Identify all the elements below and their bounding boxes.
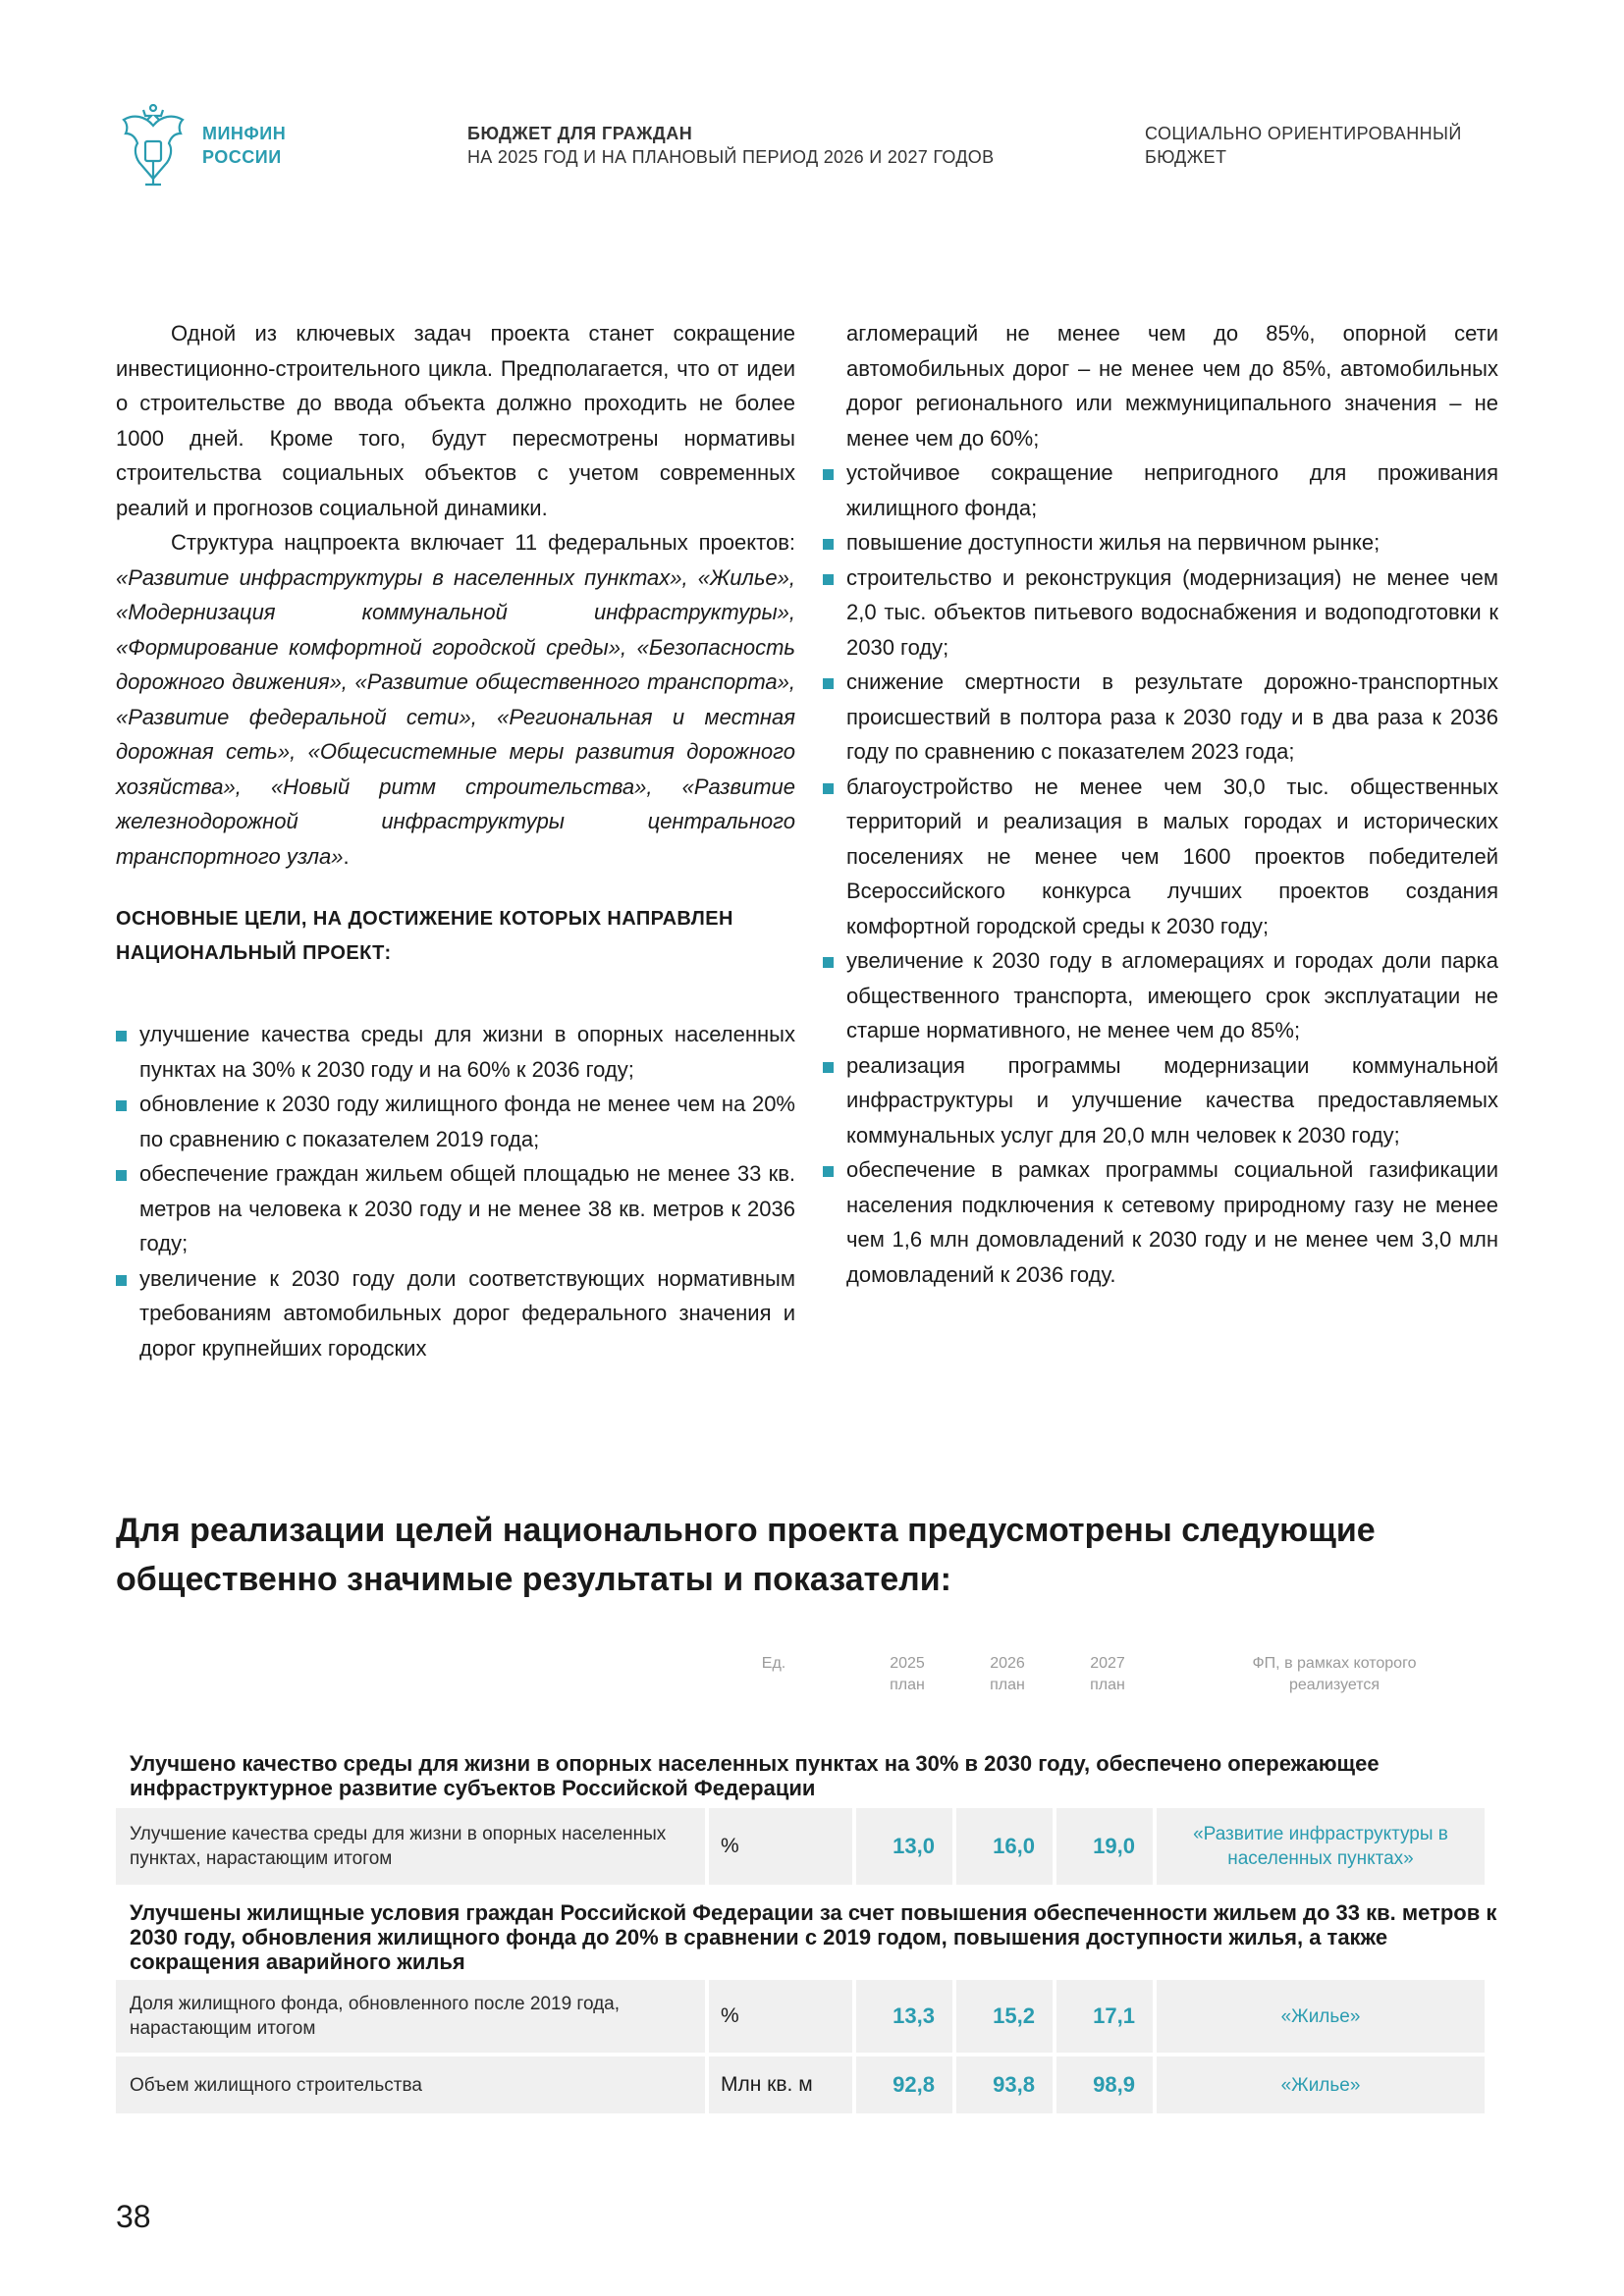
header-unit: Ед. (761, 1655, 786, 1672)
indicator-unit: Млн кв. м (709, 2056, 852, 2113)
value-2025: 13,0 (856, 1808, 952, 1885)
goal-item-continuation: агломераций не менее чем до 85%, опорной сети автомобильных дорог – не менее чем до 85%, автомобильных дорог регионального или межмуниципального значения – не менее чем до 60%; (846, 321, 1498, 451)
federal-project: «Развитие инфраструктуры в населенных пунктах» (1157, 1808, 1485, 1885)
coat-of-arms-icon (116, 104, 190, 187)
goal-item: обеспечение в рамках программы социальной газификации населения подключения к сетевому природному газу не менее чем 1,6 млн домовладений к 2030 году и не менее чем 3,0 млн домовладений к 2036 году. (823, 1152, 1498, 1292)
goal-item: обеспечение граждан жильем общей площадью не менее 33 кв. метров на человека к 2030 году и не менее 38 кв. метров к 2036 году; (116, 1156, 795, 1261)
header-2026-year: 2026 (990, 1655, 1025, 1672)
paragraph-1: Одной из ключевых задач проекта станет сокращение инвестиционно-строительного цикла. Предполагается, что от идеи о строительстве до ввода объекта должно проходить не более 1000 дней. Кроме того, будут пересмотрены нормативы строительства социальных объектов с учетом современных реалий и прогнозов социальной динамики. (116, 321, 795, 520)
section-name (1145, 122, 1462, 169)
value-2026: 93,8 (956, 2056, 1053, 2113)
goal-item: увеличение к 2030 году доли соответствующих нормативным требованиям автомобильных дорог федерального значения и дорог крупнейших городских (116, 1261, 795, 1366)
table-row (116, 2056, 1498, 2113)
org-line-1: МИНФИН (202, 124, 287, 143)
goal-item: увеличение к 2030 году в агломерациях и городах доли парка общественного транспорта, имеющего срок эксплуатации не старше нормативного, не менее чем до 85%; (823, 943, 1498, 1048)
federal-projects-list: «Развитие инфраструктуры в населенных пунктах», «Жилье», «Модернизация коммунальной инфраструктуры», «Формирование комфортной городской среды», «Безопасность дорожного движения», «Развитие общественного транспорта», «Развитие федеральной сети», «Региональная и местная дорожная сеть», «Общесистемные меры развития дорожного хозяйства», «Новый ритм строительства», «Развитие железнодорожной инфраструктуры центрального транспортного узла» (116, 564, 795, 869)
table-header (116, 1653, 1498, 1710)
goal-item: снижение смертности в результате дорожно-транспортных происшествий в полтора раза к 2030 году и в два раза к 2036 году по сравнению с показателем 2023 года; (823, 665, 1498, 770)
federal-project: «Жилье» (1157, 1980, 1485, 2053)
group-title: Улучшено качество среды для жизни в опорных населенных пунктах на 30% в 2030 году, обеспечено опережающее инфраструктурное развитие субъектов Российской Федерации (130, 1751, 1380, 1800)
table-row (116, 1980, 1498, 2053)
table-row (116, 1808, 1498, 1885)
header-2026-sub: план (990, 1677, 1025, 1693)
indicator-unit: % (709, 1980, 852, 2053)
paragraph-2 (116, 525, 795, 874)
goal-item: обновление к 2030 году жилищного фонда не менее чем на 20% по сравнению с показателем 2019 года; (116, 1087, 795, 1156)
value-2025: 92,8 (856, 2056, 952, 2113)
section-line-1: СОЦИАЛЬНО ОРИЕНТИРОВАННЫЙ (1145, 124, 1462, 143)
indicator-name: Объем жилищного строительства (116, 2056, 705, 2113)
goal-item: строительство и реконструкция (модернизация) не менее чем 2,0 тыс. объектов питьевого водоснабжения и водоподготовки к 2030 году; (823, 561, 1498, 666)
header-2027-year: 2027 (1090, 1655, 1125, 1672)
value-2026: 15,2 (956, 1980, 1053, 2053)
header-fp-line-2: реализуется (1288, 1677, 1380, 1693)
org-name (202, 122, 286, 169)
goals-heading: ОСНОВНЫЕ ЦЕЛИ, НА ДОСТИЖЕНИЕ КОТОРЫХ НАПРАВЛЕН НАЦИОНАЛЬНЫЙ ПРОЕКТ: (116, 908, 733, 964)
value-2025: 13,3 (856, 1980, 952, 2053)
header-2026 (968, 1653, 1047, 1696)
document-title-main: БЮДЖЕТ ДЛЯ ГРАЖДАН (467, 124, 693, 143)
goals-list-left (116, 1017, 795, 1365)
left-column (116, 316, 795, 1365)
header-fp (1170, 1653, 1498, 1696)
header-2025-year: 2025 (890, 1655, 925, 1672)
value-2027: 98,9 (1056, 2056, 1153, 2113)
document-title (467, 122, 994, 169)
goal-item: устойчивое сокращение непригодного для проживания жилищного фонда; (823, 455, 1498, 525)
group-title: Улучшены жилищные условия граждан Российской Федерации за счет повышения обеспеченности жильем до 33 кв. метров к 2030 году, обновления жилищного фонда до 20% в сравнении с 2019 годом, повышения доступности жилья, а также сокращения аварийного жилья (130, 1900, 1497, 1974)
page-number: 38 (116, 2199, 151, 2234)
goal-item: улучшение качества среды для жизни в опорных населенных пунктах на 30% к 2030 году и на 60% к 2036 году; (116, 1017, 795, 1087)
section-line-2: БЮДЖЕТ (1145, 147, 1227, 167)
results-table (116, 1653, 1498, 2113)
results-heading: Для реализации целей национального проекта предусмотрены следующие общественно значимые результаты и показатели: (116, 1512, 1376, 1598)
goal-item: реализация программы модернизации коммунальной инфраструктуры и улучшение качества предоставляемых коммунальных услуг для 20,0 млн человек к 2030 году; (823, 1048, 1498, 1153)
value-2026: 16,0 (956, 1808, 1053, 1885)
header-2027 (1068, 1653, 1147, 1696)
goal-item: повышение доступности жилья на первичном рынке; (823, 525, 1498, 561)
value-2027: 19,0 (1056, 1808, 1153, 1885)
org-line-2: РОССИИ (202, 147, 282, 167)
paragraph-2-intro: Структура нацпроекта включает 11 федеральных проектов: (171, 530, 795, 555)
federal-project: «Жилье» (1157, 2056, 1485, 2113)
value-2027: 17,1 (1056, 1980, 1153, 2053)
header-fp-line-1: ФП, в рамках которого (1252, 1655, 1417, 1672)
indicator-unit: % (709, 1808, 852, 1885)
document-title-sub: НА 2025 ГОД И НА ПЛАНОВЫЙ ПЕРИОД 2026 И 2027 ГОДОВ (467, 147, 995, 167)
paragraph-2-end: . (343, 843, 350, 869)
indicator-name: Доля жилищного фонда, обновленного после 2019 года, нарастающим итогом (116, 1980, 705, 2053)
goal-item: благоустройство не менее чем 30,0 тыс. общественных территорий и реализация в малых городах и исторических поселениях не менее чем 1600 проектов победителей Всероссийского конкурса лучших проектов создания комфортной городской среды к 2030 году; (823, 770, 1498, 944)
indicator-name: Улучшение качества среды для жизни в опорных населенных пунктах, нарастающим итогом (116, 1808, 705, 1885)
header-2027-sub: план (1090, 1677, 1125, 1693)
page-header (0, 0, 1624, 196)
header-2025-sub: план (890, 1677, 925, 1693)
header-2025 (868, 1653, 947, 1696)
right-column (823, 316, 1498, 1292)
goals-list-right (823, 316, 1498, 1292)
